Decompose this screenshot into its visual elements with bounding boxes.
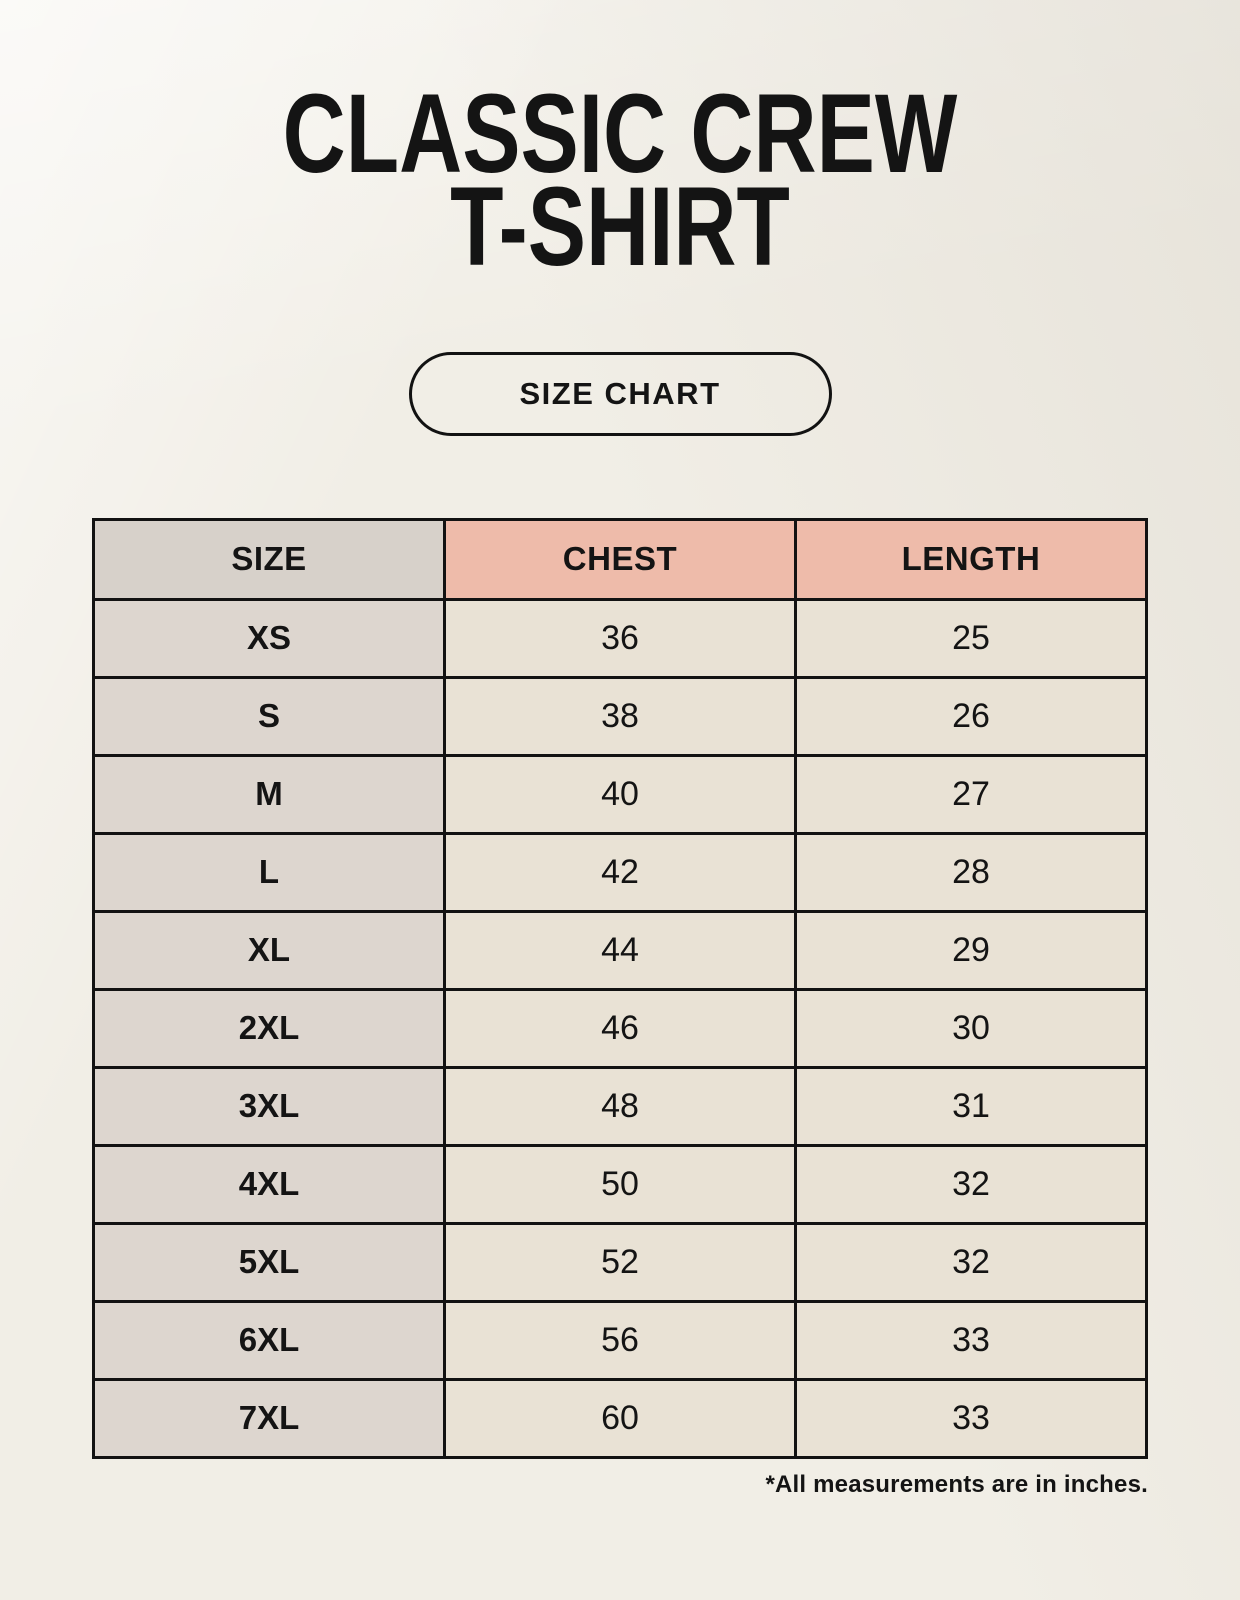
table-row-s	[94, 677, 1147, 755]
size-label: 7XL	[94, 1379, 445, 1457]
size-table	[92, 518, 1148, 1459]
chest-value: 48	[444, 1067, 795, 1145]
length-value: 30	[795, 989, 1146, 1067]
table-row-l	[94, 833, 1147, 911]
size-table-body	[94, 599, 1147, 1457]
size-label: 4XL	[94, 1145, 445, 1223]
length-value: 27	[795, 755, 1146, 833]
table-row-xs	[94, 599, 1147, 677]
chest-value: 60	[444, 1379, 795, 1457]
size-label: 6XL	[94, 1301, 445, 1379]
chest-value: 42	[444, 833, 795, 911]
size-label: M	[94, 755, 445, 833]
page-title-line2: T-SHIRT	[450, 163, 790, 289]
size-table-container	[92, 518, 1148, 1459]
length-value: 29	[795, 911, 1146, 989]
length-value: 33	[795, 1301, 1146, 1379]
table-row-5xl	[94, 1223, 1147, 1301]
length-value: 28	[795, 833, 1146, 911]
chest-value: 44	[444, 911, 795, 989]
table-row-7xl	[94, 1379, 1147, 1457]
table-row-xl	[94, 911, 1147, 989]
size-chart-button[interactable]: SIZE CHART	[409, 352, 832, 436]
size-label: L	[94, 833, 445, 911]
table-row-6xl	[94, 1301, 1147, 1379]
size-label: 3XL	[94, 1067, 445, 1145]
length-value: 32	[795, 1145, 1146, 1223]
size-table-header	[94, 519, 1147, 599]
chest-value: 52	[444, 1223, 795, 1301]
size-label: 2XL	[94, 989, 445, 1067]
length-value: 32	[795, 1223, 1146, 1301]
length-value: 25	[795, 599, 1146, 677]
table-row-4xl	[94, 1145, 1147, 1223]
length-value: 26	[795, 677, 1146, 755]
size-label: S	[94, 677, 445, 755]
size-label: XS	[94, 599, 445, 677]
length-value: 31	[795, 1067, 1146, 1145]
table-row-m	[94, 755, 1147, 833]
length-value: 33	[795, 1379, 1146, 1457]
table-row-2xl	[94, 989, 1147, 1067]
chest-value: 56	[444, 1301, 795, 1379]
chest-value: 46	[444, 989, 795, 1067]
page-title	[136, 71, 1103, 289]
chest-value: 50	[444, 1145, 795, 1223]
table-row-3xl	[94, 1067, 1147, 1145]
chest-value: 40	[444, 755, 795, 833]
chest-value: 36	[444, 599, 795, 677]
measurements-footnote: *All measurements are in inches.	[765, 1470, 1148, 1498]
badge-container	[0, 352, 1240, 436]
page-title-line1: CLASSIC CREW	[282, 71, 958, 196]
column-header-size: SIZE	[94, 519, 445, 599]
header-row	[94, 519, 1147, 599]
chest-value: 38	[444, 677, 795, 755]
column-header-chest: CHEST	[444, 519, 795, 599]
size-label: XL	[94, 911, 445, 989]
column-header-length: LENGTH	[795, 519, 1146, 599]
size-label: 5XL	[94, 1223, 445, 1301]
